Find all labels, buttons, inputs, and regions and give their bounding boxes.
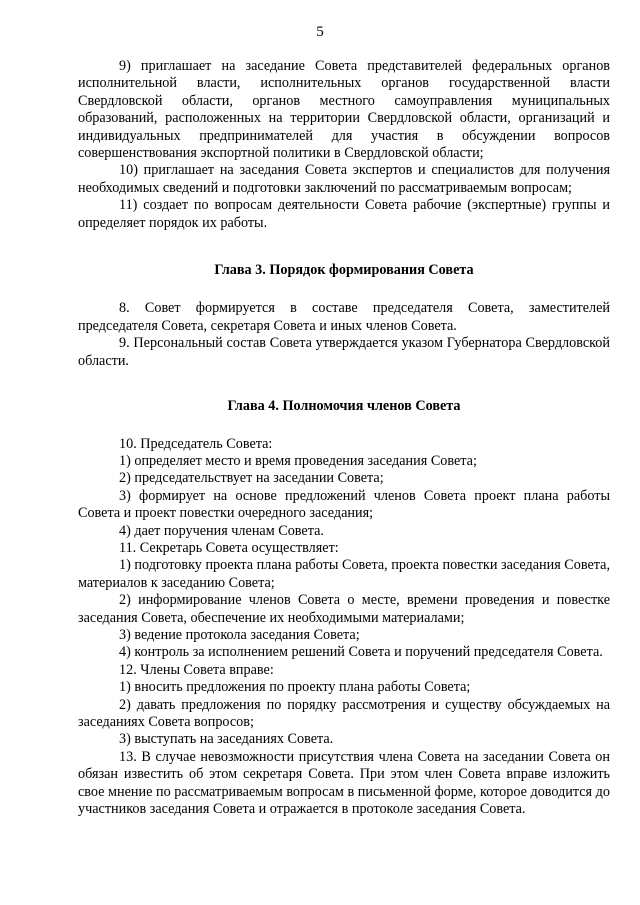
- paragraph-clause-10-1: 1) определяет место и время проведения заседания Совета;: [119, 452, 477, 469]
- paragraph-clause-11-2: 2) информирование членов Совета о месте, времени проведения и повестке заседания Совета, обеспечение их необходимыми материалами;: [78, 592, 610, 626]
- paragraph-clause-8: 8. Совет формируется в составе председателя Совета, заместителей председателя Совета, секретаря Совета и иных членов Совета.: [78, 300, 610, 334]
- chapter-4-heading: Глава 4. Полномочия членов Совета: [227, 398, 461, 415]
- paragraph-clause-11-1: 1) подготовку проекта плана работы Совета, проекта повестки заседания Совета, материалов к заседанию Совета;: [78, 557, 610, 591]
- chapter-3-heading: Глава 3. Порядок формирования Совета: [214, 262, 474, 279]
- page-number: 5: [316, 24, 324, 40]
- paragraph-clause-12: 12. Члены Совета вправе:: [119, 661, 274, 678]
- paragraph-clause-9: 9. Персональный состав Совета утверждается указом Губернатора Свердловской области.: [78, 335, 610, 369]
- paragraph-clause-11: 11. Секретарь Совета осуществляет:: [119, 539, 339, 556]
- paragraph-clause-13: 13. В случае невозможности присутствия члена Совета на заседании Совета он обязан известить об этом секретаря Совета. При этом член Совета вправе изложить свое мнение по рассматриваемым вопросам в письменной форме, которое доводится до участников заседания Совета и отражается в протоколе заседания Совета.: [78, 748, 610, 818]
- spacer: [78, 416, 610, 436]
- paragraph-clause-12-2: 2) давать предложения по порядку рассмотрения и существу обсуждаемых на заседаниях Совета вопросов;: [78, 696, 610, 730]
- paragraph-clause-10-3: 3) формирует на основе предложений членов Совета проект плана работы Совета и проект повестки очередного заседания;: [78, 487, 610, 522]
- paragraph-clause-12-1: 1) вносить предложения по проекту плана работы Совета;: [119, 679, 471, 696]
- paragraph-clause-10-4: 4) дает поручения членам Совета.: [119, 522, 324, 539]
- paragraph-clause-10-2: 2) председательствует на заседании Совета;: [119, 470, 384, 487]
- document-body: [78, 58, 610, 818]
- paragraph-item-10: 10) приглашает на заседания Совета экспертов и специалистов для получения необходимых сведений и подготовки заключений по рассматриваемым вопросам;: [78, 162, 610, 196]
- paragraph-clause-11-4: 4) контроль за исполнением решений Совета и поручений председателя Совета.: [119, 644, 603, 661]
- paragraph-clause-10: 10. Председатель Совета:: [119, 435, 273, 452]
- spacer: [78, 232, 610, 262]
- paragraph-clause-11-3: 3) ведение протокола заседания Совета;: [119, 626, 360, 643]
- spacer: [78, 279, 610, 300]
- paragraph-clause-12-3: 3) выступать на заседаниях Совета.: [119, 731, 334, 748]
- paragraph-item-9: 9) приглашает на заседание Совета представителей федеральных органов исполнительной власти, исполнительных органов государственной власти Свердловской области, органов местного самоуправления муниципальных образований, расположенных на территории Свердловской области, организаций и индивидуальных предпринимателей для участия в обсуждении вопросов совершенствования экспортной политики в Свердловской области;: [78, 58, 610, 162]
- spacer: [78, 370, 610, 398]
- paragraph-item-11: 11) создает по вопросам деятельности Совета рабочие (экспертные) группы и определяет порядок их работы.: [78, 197, 610, 231]
